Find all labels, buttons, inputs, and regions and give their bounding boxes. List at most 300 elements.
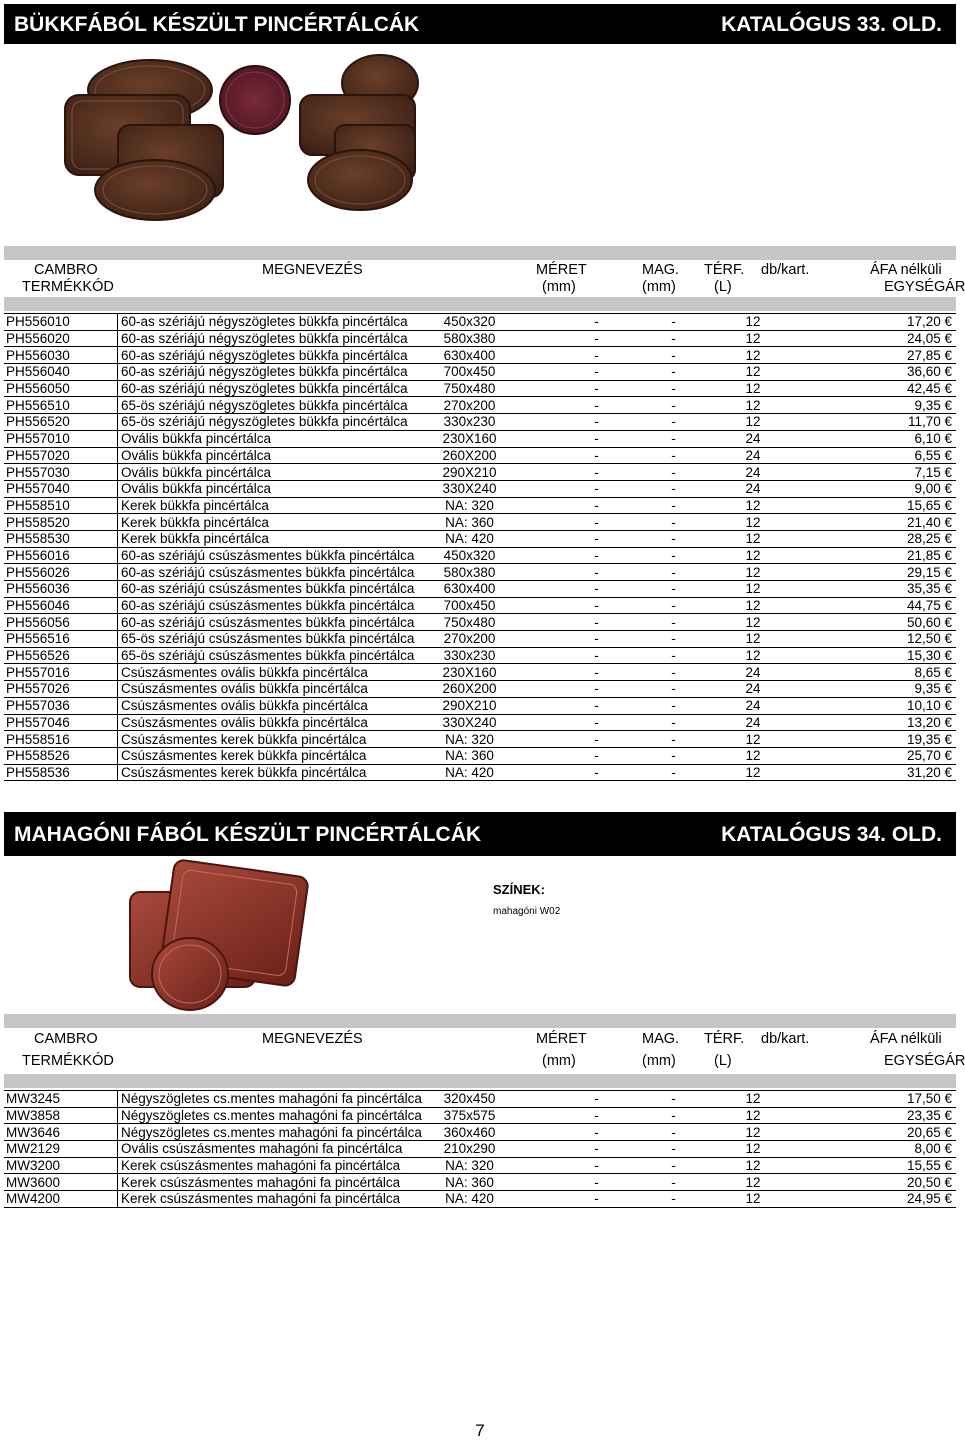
qty-per-carton: 12	[704, 631, 802, 648]
product-code: PH557030	[4, 464, 118, 481]
height: -	[550, 1191, 643, 1208]
product-name: Kerek csúszásmentes mahagóni fa pincértálca	[118, 1174, 390, 1191]
product-name: 65-ös szériájú csúszásmentes bükkfa pincértálca	[118, 631, 390, 648]
table-row	[4, 430, 956, 447]
size: 330X240	[389, 480, 550, 497]
product-name: Ovális csúszásmentes mahagóni fa pincértálca	[118, 1141, 390, 1158]
product-code: PH557036	[4, 697, 118, 714]
height: -	[550, 564, 643, 581]
height: -	[550, 430, 643, 447]
height: -	[550, 480, 643, 497]
height: -	[550, 597, 643, 614]
section-title-bar	[4, 4, 956, 44]
header-code: CAMBRO	[34, 1031, 98, 1047]
size: NA: 360	[389, 747, 550, 764]
size: 330x230	[389, 647, 550, 664]
header-price: ÁFA nélküli	[870, 262, 942, 278]
header-code: CAMBRO	[34, 262, 98, 278]
product-name: Ovális bükkfa pincértálca	[118, 447, 390, 464]
qty-per-carton: 12	[704, 414, 802, 431]
volume: -	[643, 1141, 704, 1158]
height: -	[550, 1107, 643, 1124]
size: 290X210	[389, 464, 550, 481]
header-band-bottom	[4, 1074, 956, 1088]
product-name: 60-as szériájú csúszásmentes bükkfa pincértálca	[118, 564, 390, 581]
unit-price: 6,55 €	[802, 447, 956, 464]
product-code: PH557040	[4, 480, 118, 497]
volume: -	[643, 447, 704, 464]
catalog-reference: KATALÓGUS 33. OLD.	[721, 13, 942, 36]
section-title-bar	[4, 812, 956, 856]
volume: -	[643, 1124, 704, 1141]
height: -	[550, 714, 643, 731]
height: -	[550, 380, 643, 397]
size: 290X210	[389, 697, 550, 714]
qty-per-carton: 12	[704, 747, 802, 764]
colors-value: mahagóni W02	[493, 906, 561, 917]
size: 580x380	[389, 330, 550, 347]
product-name: Kerek bükkfa pincértálca	[118, 497, 390, 514]
product-name: Kerek bükkfa pincértálca	[118, 514, 390, 531]
header-height-unit: (mm)	[642, 1053, 676, 1069]
product-name: 60-as szériájú csúszásmentes bükkfa pincértálca	[118, 614, 390, 631]
volume: -	[643, 681, 704, 698]
product-name: Kerek csúszásmentes mahagóni fa pincértálca	[118, 1191, 390, 1208]
table-row	[4, 647, 956, 664]
table-row	[4, 1141, 956, 1158]
table-row	[4, 364, 956, 381]
qty-per-carton: 12	[704, 530, 802, 547]
unit-price: 27,85 €	[802, 347, 956, 364]
qty-per-carton: 24	[704, 447, 802, 464]
size: 270x200	[389, 397, 550, 414]
product-name: 60-as szériájú négyszögletes bükkfa pincértálca	[118, 347, 390, 364]
height: -	[550, 1174, 643, 1191]
height: -	[550, 547, 643, 564]
product-name: Csúszásmentes kerek bükkfa pincértálca	[118, 747, 390, 764]
page-number: 7	[475, 1421, 485, 1440]
unit-price: 21,85 €	[802, 547, 956, 564]
height: -	[550, 414, 643, 431]
height: -	[550, 1141, 643, 1158]
product-name: Csúszásmentes ovális bükkfa pincértálca	[118, 697, 390, 714]
height: -	[550, 330, 643, 347]
volume: -	[643, 564, 704, 581]
volume: -	[643, 764, 704, 781]
volume: -	[643, 514, 704, 531]
product-code: PH558526	[4, 747, 118, 764]
volume: -	[643, 530, 704, 547]
volume: -	[643, 1091, 704, 1108]
size: NA: 420	[389, 530, 550, 547]
height: -	[550, 347, 643, 364]
qty-per-carton: 24	[704, 430, 802, 447]
product-code: MW3245	[4, 1091, 118, 1108]
product-name: Ovális bükkfa pincértálca	[118, 480, 390, 497]
product-code: PH556516	[4, 631, 118, 648]
table-row	[4, 747, 956, 764]
product-code: PH556046	[4, 597, 118, 614]
table-row	[4, 697, 956, 714]
table-row	[4, 330, 956, 347]
height: -	[550, 514, 643, 531]
volume: -	[643, 631, 704, 648]
product-name: Csúszásmentes ovális bükkfa pincértálca	[118, 714, 390, 731]
product-code: PH556036	[4, 581, 118, 598]
size: 330X240	[389, 714, 550, 731]
size: 210x290	[389, 1141, 550, 1158]
table-row	[4, 497, 956, 514]
table-header	[4, 262, 965, 296]
table-row	[4, 1124, 956, 1141]
height: -	[550, 1157, 643, 1174]
product-code: MW4200	[4, 1191, 118, 1208]
size: NA: 320	[389, 1157, 550, 1174]
product-code: PH558516	[4, 731, 118, 748]
unit-price: 50,60 €	[802, 614, 956, 631]
size: 700x450	[389, 364, 550, 381]
qty-per-carton: 12	[704, 380, 802, 397]
product-code: PH556056	[4, 614, 118, 631]
table-row	[4, 764, 956, 781]
height: -	[550, 681, 643, 698]
volume: -	[643, 380, 704, 397]
product-code: PH557020	[4, 447, 118, 464]
unit-price: 17,50 €	[802, 1091, 956, 1108]
volume: -	[643, 597, 704, 614]
table-row	[4, 714, 956, 731]
volume: -	[643, 397, 704, 414]
unit-price: 21,40 €	[802, 514, 956, 531]
unit-price: 15,55 €	[802, 1157, 956, 1174]
product-code: PH558536	[4, 764, 118, 781]
volume: -	[643, 1107, 704, 1124]
table-row	[4, 514, 956, 531]
unit-price: 44,75 €	[802, 597, 956, 614]
product-name: Csúszásmentes kerek bükkfa pincértálca	[118, 764, 390, 781]
table-row	[4, 380, 956, 397]
product-name: Négyszögletes cs.mentes mahagóni fa pincértálca	[118, 1124, 390, 1141]
table-row	[4, 480, 956, 497]
product-code: PH556020	[4, 330, 118, 347]
qty-per-carton: 12	[704, 1174, 802, 1191]
size: NA: 420	[389, 764, 550, 781]
volume: -	[643, 547, 704, 564]
size: 375x575	[389, 1107, 550, 1124]
table-row	[4, 1091, 956, 1108]
qty-per-carton: 12	[704, 1191, 802, 1208]
size: 630x400	[389, 581, 550, 598]
volume: -	[643, 581, 704, 598]
qty-per-carton: 12	[704, 1107, 802, 1124]
size: 270x200	[389, 631, 550, 648]
unit-price: 24,95 €	[802, 1191, 956, 1208]
product-name: Csúszásmentes ovális bükkfa pincértálca	[118, 681, 390, 698]
height: -	[550, 364, 643, 381]
size: 320x450	[389, 1091, 550, 1108]
unit-price: 28,25 €	[802, 530, 956, 547]
header-price-2: EGYSÉGÁR	[884, 279, 965, 295]
product-code: PH556510	[4, 397, 118, 414]
header-volume-unit: (L)	[714, 1053, 732, 1069]
product-code: PH558530	[4, 530, 118, 547]
volume: -	[643, 1191, 704, 1208]
unit-price: 8,00 €	[802, 1141, 956, 1158]
size: NA: 360	[389, 1174, 550, 1191]
product-code: PH556026	[4, 564, 118, 581]
header-volume: TÉRF.	[704, 262, 745, 278]
volume: -	[643, 314, 704, 331]
qty-per-carton: 12	[704, 314, 802, 331]
unit-price: 15,65 €	[802, 497, 956, 514]
size: 330x230	[389, 414, 550, 431]
size: 450x320	[389, 314, 550, 331]
unit-price: 29,15 €	[802, 564, 956, 581]
unit-price: 31,20 €	[802, 764, 956, 781]
table-row	[4, 731, 956, 748]
header-band-top	[4, 246, 956, 260]
unit-price: 24,05 €	[802, 330, 956, 347]
unit-price: 42,45 €	[802, 380, 956, 397]
table-row	[4, 597, 956, 614]
table-row	[4, 414, 956, 431]
beech-tray-table	[4, 313, 956, 781]
qty-per-carton: 24	[704, 464, 802, 481]
size: 700x450	[389, 597, 550, 614]
colors-label: SZÍNEK:	[493, 882, 545, 897]
volume: -	[643, 731, 704, 748]
header-size: MÉRET	[536, 1031, 587, 1047]
product-code: PH557026	[4, 681, 118, 698]
mahogany-trays-photo	[125, 862, 310, 1012]
unit-price: 6,10 €	[802, 430, 956, 447]
qty-per-carton: 24	[704, 681, 802, 698]
header-size-unit: (mm)	[542, 279, 576, 295]
header-height-unit: (mm)	[642, 279, 676, 295]
qty-per-carton: 12	[704, 330, 802, 347]
header-name: MEGNEVEZÉS	[262, 1031, 363, 1047]
product-name: 60-as szériájú négyszögletes bükkfa pincértálca	[118, 364, 390, 381]
table-row	[4, 447, 956, 464]
unit-price: 15,30 €	[802, 647, 956, 664]
height: -	[550, 747, 643, 764]
height: -	[550, 314, 643, 331]
qty-per-carton: 24	[704, 714, 802, 731]
table-row	[4, 547, 956, 564]
height: -	[550, 397, 643, 414]
volume: -	[643, 714, 704, 731]
volume: -	[643, 1157, 704, 1174]
size: 450x320	[389, 547, 550, 564]
unit-price: 20,65 €	[802, 1124, 956, 1141]
table-row	[4, 564, 956, 581]
product-name: 65-ös szériájú négyszögletes bükkfa pincértálca	[118, 397, 390, 414]
volume: -	[643, 747, 704, 764]
qty-per-carton: 12	[704, 764, 802, 781]
product-code: PH556040	[4, 364, 118, 381]
product-name: Csúszásmentes ovális bükkfa pincértálca	[118, 664, 390, 681]
size: 630x400	[389, 347, 550, 364]
volume: -	[643, 1174, 704, 1191]
unit-price: 8,65 €	[802, 664, 956, 681]
unit-price: 12,50 €	[802, 631, 956, 648]
qty-per-carton: 12	[704, 547, 802, 564]
height: -	[550, 614, 643, 631]
unit-price: 25,70 €	[802, 747, 956, 764]
unit-price: 36,60 €	[802, 364, 956, 381]
product-code: PH557010	[4, 430, 118, 447]
qty-per-carton: 12	[704, 1141, 802, 1158]
table-row	[4, 464, 956, 481]
product-code: PH556030	[4, 347, 118, 364]
height: -	[550, 631, 643, 648]
section-title: MAHAGÓNI FÁBÓL KÉSZÜLT PINCÉRTÁLCÁK	[14, 823, 482, 846]
qty-per-carton: 12	[704, 1091, 802, 1108]
header-volume-unit: (L)	[714, 279, 732, 295]
size: 750x480	[389, 380, 550, 397]
unit-price: 23,35 €	[802, 1107, 956, 1124]
qty-per-carton: 12	[704, 564, 802, 581]
volume: -	[643, 347, 704, 364]
product-code: PH558520	[4, 514, 118, 531]
qty-per-carton: 12	[704, 1157, 802, 1174]
height: -	[550, 447, 643, 464]
size: 260X200	[389, 447, 550, 464]
table-header	[4, 1031, 965, 1073]
volume: -	[643, 497, 704, 514]
qty-per-carton: 12	[704, 397, 802, 414]
mahogany-tray-table	[4, 1090, 956, 1208]
table-row	[4, 581, 956, 598]
header-qty: db/kart.	[761, 1031, 810, 1047]
unit-price: 17,20 €	[802, 314, 956, 331]
product-name: Kerek bükkfa pincértálca	[118, 530, 390, 547]
section-title: BÜKKFÁBÓL KÉSZÜLT PINCÉRTÁLCÁK	[14, 13, 420, 36]
product-name: 60-as szériájú csúszásmentes bükkfa pincértálca	[118, 597, 390, 614]
qty-per-carton: 24	[704, 664, 802, 681]
table-row	[4, 664, 956, 681]
size: 230X160	[389, 430, 550, 447]
header-size: MÉRET	[536, 262, 587, 278]
qty-per-carton: 12	[704, 514, 802, 531]
size: 580x380	[389, 564, 550, 581]
size: NA: 320	[389, 497, 550, 514]
qty-per-carton: 12	[704, 581, 802, 598]
header-price-2: EGYSÉGÁR	[884, 1053, 965, 1069]
header-qty: db/kart.	[761, 262, 810, 278]
volume: -	[643, 430, 704, 447]
height: -	[550, 1091, 643, 1108]
unit-price: 7,15 €	[802, 464, 956, 481]
qty-per-carton: 12	[704, 347, 802, 364]
product-code: PH556010	[4, 314, 118, 331]
product-name: 60-as szériájú csúszásmentes bükkfa pincértálca	[118, 581, 390, 598]
product-name: Ovális bükkfa pincértálca	[118, 464, 390, 481]
table-row	[4, 681, 956, 698]
product-code: MW3646	[4, 1124, 118, 1141]
product-code: PH556016	[4, 547, 118, 564]
product-name: 60-as szériájú négyszögletes bükkfa pincértálca	[118, 330, 390, 347]
height: -	[550, 731, 643, 748]
qty-per-carton: 24	[704, 697, 802, 714]
qty-per-carton: 12	[704, 731, 802, 748]
unit-price: 19,35 €	[802, 731, 956, 748]
table-row	[4, 314, 956, 331]
unit-price: 9,00 €	[802, 480, 956, 497]
unit-price: 10,10 €	[802, 697, 956, 714]
height: -	[550, 647, 643, 664]
qty-per-carton: 12	[704, 364, 802, 381]
header-height: MAG.	[642, 262, 680, 278]
product-name: Négyszögletes cs.mentes mahagóni fa pincértálca	[118, 1091, 390, 1108]
table-row	[4, 631, 956, 648]
size: 360x460	[389, 1124, 550, 1141]
height: -	[550, 497, 643, 514]
product-name: 60-as szériájú négyszögletes bükkfa pincértálca	[118, 314, 390, 331]
product-code: MW2129	[4, 1141, 118, 1158]
table-row	[4, 614, 956, 631]
volume: -	[643, 414, 704, 431]
height: -	[550, 664, 643, 681]
volume: -	[643, 697, 704, 714]
product-code: MW3600	[4, 1174, 118, 1191]
header-price: ÁFA nélküli	[870, 1031, 942, 1047]
size: NA: 360	[389, 514, 550, 531]
product-name: Csúszásmentes kerek bükkfa pincértálca	[118, 731, 390, 748]
height: -	[550, 764, 643, 781]
unit-price: 13,20 €	[802, 714, 956, 731]
unit-price: 35,35 €	[802, 581, 956, 598]
size: NA: 320	[389, 731, 550, 748]
table-row	[4, 347, 956, 364]
table-row	[4, 530, 956, 547]
unit-price: 11,70 €	[802, 414, 956, 431]
product-name: 60-as szériájú négyszögletes bükkfa pincértálca	[118, 380, 390, 397]
header-code-2: TERMÉKKÓD	[22, 279, 114, 295]
header-height: MAG.	[642, 1031, 680, 1047]
qty-per-carton: 12	[704, 497, 802, 514]
header-name: MEGNEVEZÉS	[262, 262, 363, 278]
table-row	[4, 1157, 956, 1174]
unit-price: 9,35 €	[802, 397, 956, 414]
height: -	[550, 464, 643, 481]
product-code: PH556526	[4, 647, 118, 664]
height: -	[550, 581, 643, 598]
table-row	[4, 1107, 956, 1124]
table-row	[4, 397, 956, 414]
table-row	[4, 1191, 956, 1208]
size: NA: 420	[389, 1191, 550, 1208]
unit-price: 9,35 €	[802, 681, 956, 698]
volume: -	[643, 364, 704, 381]
product-code: PH557016	[4, 664, 118, 681]
product-name: Kerek csúszásmentes mahagóni fa pincértálca	[118, 1157, 390, 1174]
product-name: Négyszögletes cs.mentes mahagóni fa pincértálca	[118, 1107, 390, 1124]
unit-price: 20,50 €	[802, 1174, 956, 1191]
size: 230X160	[389, 664, 550, 681]
product-code: MW3200	[4, 1157, 118, 1174]
catalog-reference: KATALÓGUS 34. OLD.	[721, 823, 942, 846]
header-volume: TÉRF.	[704, 1031, 745, 1047]
height: -	[550, 697, 643, 714]
volume: -	[643, 464, 704, 481]
volume: -	[643, 664, 704, 681]
size: 260X200	[389, 681, 550, 698]
product-code: PH557046	[4, 714, 118, 731]
qty-per-carton: 12	[704, 614, 802, 631]
product-name: 65-ös szériájú négyszögletes bükkfa pincértálca	[118, 414, 390, 431]
product-code: MW3858	[4, 1107, 118, 1124]
